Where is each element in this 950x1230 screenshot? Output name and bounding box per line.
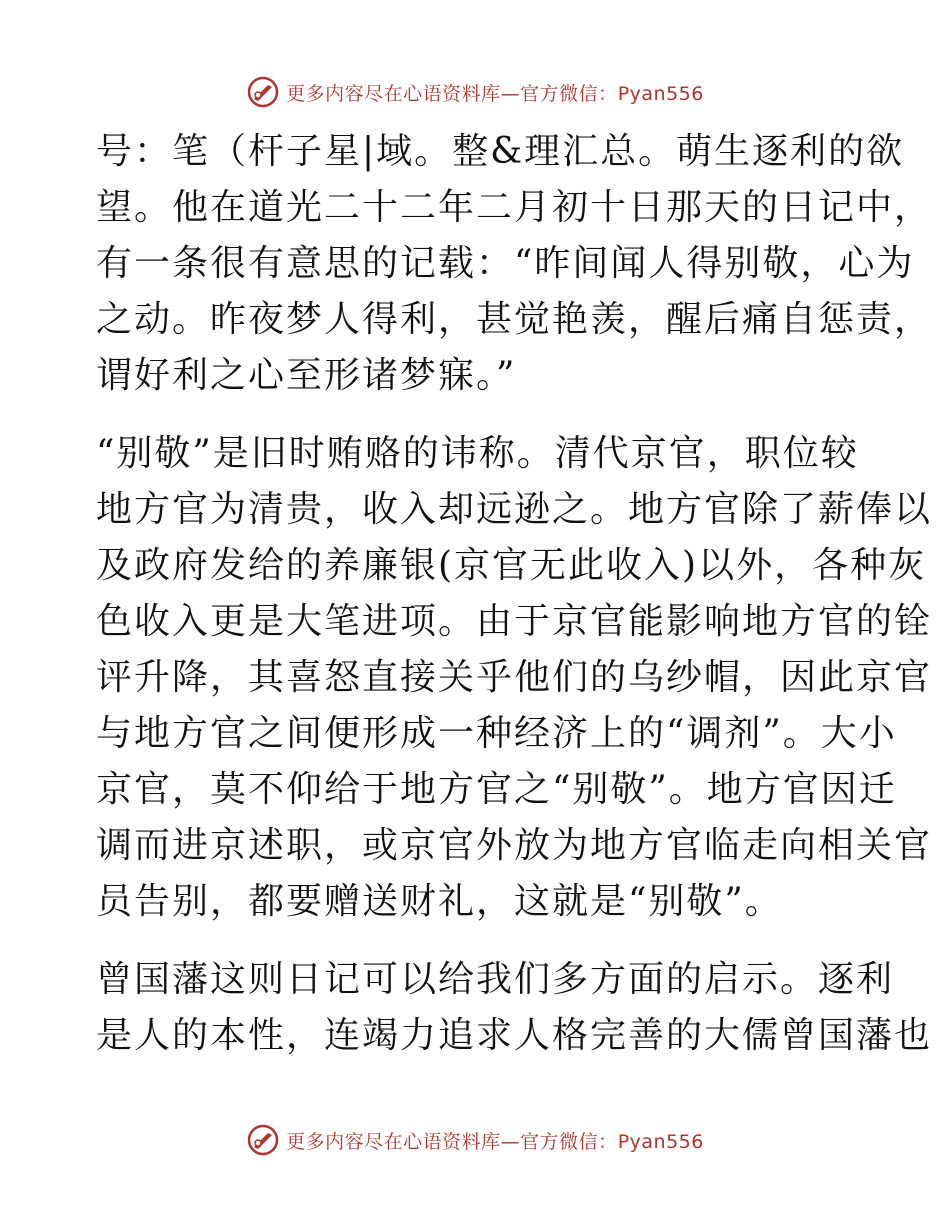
paragraph-3 [96, 952, 933, 1064]
paragraph-1 [96, 124, 933, 404]
text-line: 及政府发给的养廉银(京官无此收入)以外，各种灰 [96, 545, 927, 586]
seal-logo-icon [246, 1123, 280, 1157]
text-line: 号：笔（杆子星|域。整&理汇总。萌生逐利的欲 [96, 131, 905, 172]
banner-separator: — [500, 1130, 521, 1153]
header-banner [0, 70, 950, 114]
text-line: 员告别，都要赠送财礼，这就是“别敬”。 [96, 881, 783, 922]
text-line: 京官，莫不仰给于地方官之“别敬”。地方官因迁 [96, 769, 897, 810]
banner-title: 更多内容尽在心语资料库 [286, 1130, 501, 1153]
text-line: “别敬”是旧时贿赂的讳称。清代京官，职位较 [96, 433, 859, 474]
text-line: 色收入更是大笔进项。由于京官能影响地方官的铨 [96, 601, 933, 642]
banner-wechat-id: Pyan556 [617, 82, 704, 105]
banner-separator: — [500, 82, 521, 105]
text-line: 是人的本性，连竭力追求人格完善的大儒曾国藩也 [96, 1015, 933, 1056]
text-line: 评升降，其喜怒直接关乎他们的乌纱帽，因此京官 [96, 657, 933, 698]
banner-text [286, 1127, 704, 1154]
banner-text [286, 79, 704, 106]
banner-wechat-label: 官方微信： [520, 82, 618, 105]
text-line: 望。他在道光二十二年二月初十日那天的日记中， [96, 187, 933, 228]
text-line: 之动。昨夜梦人得利，甚觉艳羡，醒后痛自惩责， [96, 299, 933, 340]
text-line: 谓好利之心至形诸梦寐。” [96, 355, 517, 396]
footer-banner [0, 1118, 950, 1162]
banner-title: 更多内容尽在心语资料库 [286, 82, 501, 105]
banner-wechat-id: Pyan556 [617, 1130, 704, 1153]
text-line: 与地方官之间便形成一种经济上的“调剂”。大小 [96, 713, 897, 754]
banner-wechat-label: 官方微信： [520, 1130, 618, 1153]
document-body [96, 124, 933, 1064]
text-line: 有一条很有意思的记载：“昨间闻人得别敬，心为 [96, 243, 915, 284]
text-line: 曾国藩这则日记可以给我们多方面的启示。逐利 [96, 959, 895, 1000]
paragraph-2 [96, 426, 933, 930]
text-line: 地方官为清贵，收入却远逊之。地方官除了薪俸以 [96, 489, 933, 530]
seal-logo-icon [246, 75, 280, 109]
text-line: 调而进京述职，或京官外放为地方官临走向相关官 [96, 825, 933, 866]
